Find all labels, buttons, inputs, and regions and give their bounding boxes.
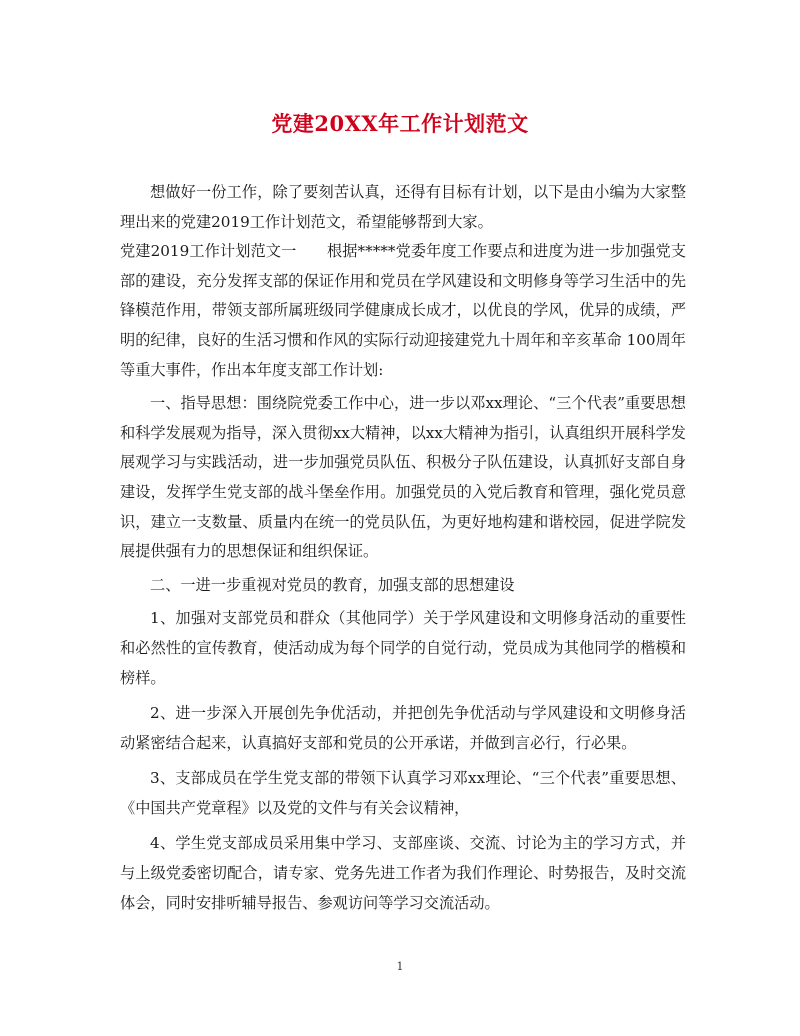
plan-intro-paragraph: 党建2019工作计划范文一 根据*****党委年度工作要点和进度为进一步加强党支部的建设，充分发挥支部的保证作用和党员在学风建设和文明修身等学习生活中的先锋模范作用，带领支部所属班级同学健康成长成才，以优良的学风，优异的成绩，严明的纪律，良好的生活习惯和作风的实际行动迎接建党九十周年和辛亥革命 100周年等重大事件，作出本年度支部工作计划:: [120, 242, 686, 379]
guiding-thought-paragraph: 一、指导思想：围绕院党委工作中心，进一步以邓xx理论、“三个代表”重要思想和科学发展观为指导，深入贯彻xx大精神，以xx大精神为指引，认真组织开展科学发展观学习与实践活动，进一步加强党员队伍、积极分子队伍建设，认真抓好支部自身建设，发挥学生党支部的战斗堡垒作用。加强党员的入党后教育和管理，强化党员意识，建立一支数量、质量内在统一的党员队伍，为更好地构建和谐校园，促进学院发展提供强有力的思想保证和组织保证。: [120, 394, 686, 561]
intro-paragraph: 想做好一份工作，除了要刻苦认真，还得有目标有计划，以下是由小编为大家整理出来的党建2019工作计划范文，希望能够帮到大家。: [120, 183, 686, 231]
item-3-paragraph: 3、支部成员在学生党支部的带领下认真学习邓xx理论、“三个代表”重要思想、《中国共产党章程》以及党的文件与有关会议精神，: [120, 769, 686, 817]
item-4-paragraph: 4、学生党支部成员采用集中学习、支部座谈、交流、讨论为主的学习方式，并与上级党委密切配合，请专家、党务先进工作者为我们作理论、时势报告，及时交流体会，同时安排听辅导报告、参观访问等学习交流活动。: [120, 834, 686, 912]
item-1-paragraph: 1、加强对支部党员和群众（其他同学）关于学风建设和文明修身活动的重要性和必然性的宣传教育，使活动成为每个同学的自觉行动，党员成为其他同学的楷模和榜样。: [120, 609, 686, 687]
document-title: 党建20XX年工作计划范文: [271, 111, 529, 136]
section-two-heading: 二、一进一步重视对党员的教育，加强支部的思想建设: [150, 575, 515, 594]
document-body: [120, 178, 686, 918]
item-2-paragraph: 2、进一步深入开展创先争优活动，并把创先争优活动与学风建设和文明修身活动紧密结合起来，认真搞好支部和党员的公开承诺，并做到言必行，行必果。: [120, 704, 686, 752]
page-number: 1: [396, 960, 404, 973]
